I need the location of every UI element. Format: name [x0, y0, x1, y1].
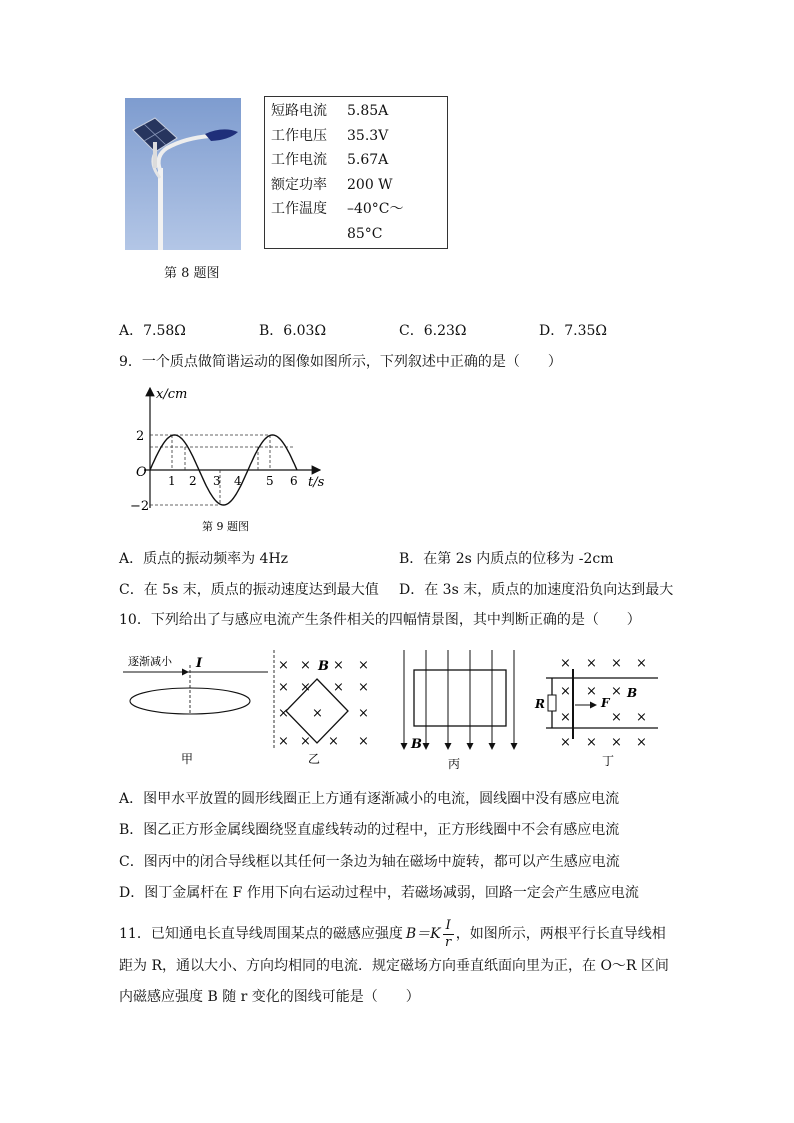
cross: ×: [611, 710, 622, 725]
x-tick-label: 3: [213, 474, 221, 488]
q8-option-c[interactable]: C．6.23Ω: [399, 323, 467, 339]
spec-key: 短路电流: [271, 103, 327, 119]
q11-line2: 距为 R，通以大小、方向均相同的电流．规定磁场方向垂直纸面向里为正，在 O～R 区间: [119, 958, 669, 974]
spec-key: 工作电流: [271, 152, 327, 168]
q11-formula-lhs: B＝K: [405, 926, 441, 942]
cross: ×: [611, 684, 622, 699]
q10-option-c[interactable]: C．图丙中的闭合导线框以其任何一条边为轴在磁场中旋转，都可以产生感应电流: [119, 854, 620, 870]
figure-jia: [123, 654, 268, 766]
spec-value: 200 W: [347, 176, 393, 193]
x-tick-label: 5: [266, 474, 274, 488]
y-tick-label: 2: [136, 429, 145, 444]
cross: ×: [328, 734, 339, 749]
cross: ×: [300, 658, 311, 673]
cross: ×: [300, 734, 311, 749]
cross: ×: [358, 658, 369, 673]
street-lamp-photo: [125, 98, 241, 250]
q9-stem: 9．一个质点做简谐运动的图像如图所示，下列叙述中正确的是（ ）: [119, 354, 562, 370]
yi-field-label: B: [318, 659, 329, 674]
q9-shm-graph: [130, 382, 340, 538]
spec-value: –40°C～85°C: [346, 201, 404, 242]
cross: ×: [278, 706, 289, 721]
q11-formula-numerator: I: [443, 918, 454, 935]
cross: ×: [586, 656, 597, 671]
street-lamp-image: [125, 98, 241, 250]
spec-row: [271, 197, 439, 246]
figure-ding: [534, 656, 658, 768]
y-axis-label: x/cm: [156, 387, 188, 402]
cross: ×: [358, 734, 369, 749]
x-axis-label: t/s: [308, 475, 325, 490]
cross: ×: [560, 656, 571, 671]
spec-key: 额定功率: [271, 176, 327, 193]
q8-spec-table: [264, 96, 448, 249]
cross: ×: [278, 658, 289, 673]
ding-resistor: [548, 695, 556, 711]
cross: ×: [560, 710, 571, 725]
cross: ×: [358, 706, 369, 721]
y-tick-label: −2: [130, 499, 150, 514]
q8-photo-caption: 第 8 题图: [164, 266, 220, 281]
spec-value: 5.67A: [347, 152, 389, 168]
figure-yi: [274, 650, 369, 766]
cross: ×: [586, 735, 597, 750]
q11-line1: [119, 914, 666, 954]
spec-row: [271, 99, 439, 124]
spec-row: [271, 124, 439, 149]
ding-resistor-label: R: [535, 697, 545, 711]
bing-field-label: B: [411, 737, 422, 752]
q10-figures: [118, 645, 668, 775]
jia-current-text: 逐渐减小: [128, 655, 172, 668]
bing-caption: 丙: [448, 757, 461, 771]
q10-stem: 10．下列给出了与感应电流产生条件相关的四幅情景图，其中判断正确的是（ ）: [119, 612, 641, 628]
origin-label: O: [136, 465, 147, 480]
q8-option-d[interactable]: D．7.35Ω: [539, 323, 608, 339]
spec-value: 35.3V: [347, 127, 389, 144]
spec-row: [271, 148, 439, 173]
q11-line3: 内磁感应强度 B 随 r 变化的图线可能是（ ）: [119, 989, 420, 1005]
cross: ×: [278, 734, 289, 749]
q11-line1-end: ，如图所示，两根平行长直导线相: [455, 926, 666, 942]
q9-graph-caption: 第 9 题图: [202, 520, 249, 533]
ding-force-label: F: [601, 696, 610, 710]
q10-option-b[interactable]: B．图乙正方形金属线圈绕竖直虚线转动的过程中，正方形线圈中不会有感应电流: [119, 822, 620, 838]
x-tick-label: 6: [290, 474, 298, 488]
cross: ×: [278, 680, 289, 695]
q8-option-b[interactable]: B．6.03Ω: [259, 323, 327, 339]
cross: ×: [358, 680, 369, 695]
ding-field-label: B: [627, 686, 638, 700]
x-tick-label: 4: [234, 474, 242, 488]
figure-bing: [404, 650, 514, 771]
cross: ×: [312, 706, 323, 721]
q9-option-c[interactable]: C．在 5s 末，质点的振动速度达到最大值: [119, 582, 379, 598]
q9-option-b[interactable]: B．在第 2s 内质点的位移为 -2cm: [399, 551, 614, 567]
spec-value: 5.85A: [347, 103, 389, 119]
cross: ×: [586, 684, 597, 699]
cross: ×: [611, 656, 622, 671]
cross: ×: [333, 658, 344, 673]
q9-option-d[interactable]: D．在 3s 末，质点的加速度沿负向达到最大: [399, 582, 674, 598]
spec-key: 工作电压: [271, 127, 327, 144]
q11-line1-start: 11．已知通电长直导线周围某点的磁感应强度: [119, 926, 403, 942]
cross: ×: [636, 735, 647, 750]
cross: ×: [636, 656, 647, 671]
q9-option-a[interactable]: A．质点的振动频率为 4Hz: [119, 551, 289, 567]
jia-current-symbol: I: [196, 656, 203, 671]
q10-option-a[interactable]: A．图甲水平放置的圆形线圈正上方通有逐渐减小的电流，圆线圈中没有感应电流: [119, 791, 620, 807]
q11-formula-denominator: r: [445, 934, 452, 950]
ding-caption: 丁: [602, 754, 615, 768]
x-tick-label: 1: [168, 474, 176, 488]
cross: ×: [636, 710, 647, 725]
spec-key: 工作温度: [271, 201, 327, 217]
cross: ×: [300, 680, 311, 695]
bing-field-lines: [404, 650, 514, 749]
q10-option-d[interactable]: D．图丁金属杆在 F 作用下向右运动过程中，若磁场减弱，回路一定会产生感应电流: [119, 885, 639, 901]
yi-caption: 乙: [308, 752, 321, 766]
spec-row: [271, 173, 439, 198]
q11-formula-fraction: [443, 918, 454, 951]
jia-caption: 甲: [181, 752, 194, 766]
x-tick-label: 2: [189, 474, 197, 488]
cross: ×: [560, 735, 571, 750]
q8-option-a[interactable]: A．7.58Ω: [119, 323, 186, 339]
cross: ×: [611, 735, 622, 750]
cross: ×: [560, 684, 571, 699]
cross: ×: [333, 680, 344, 695]
